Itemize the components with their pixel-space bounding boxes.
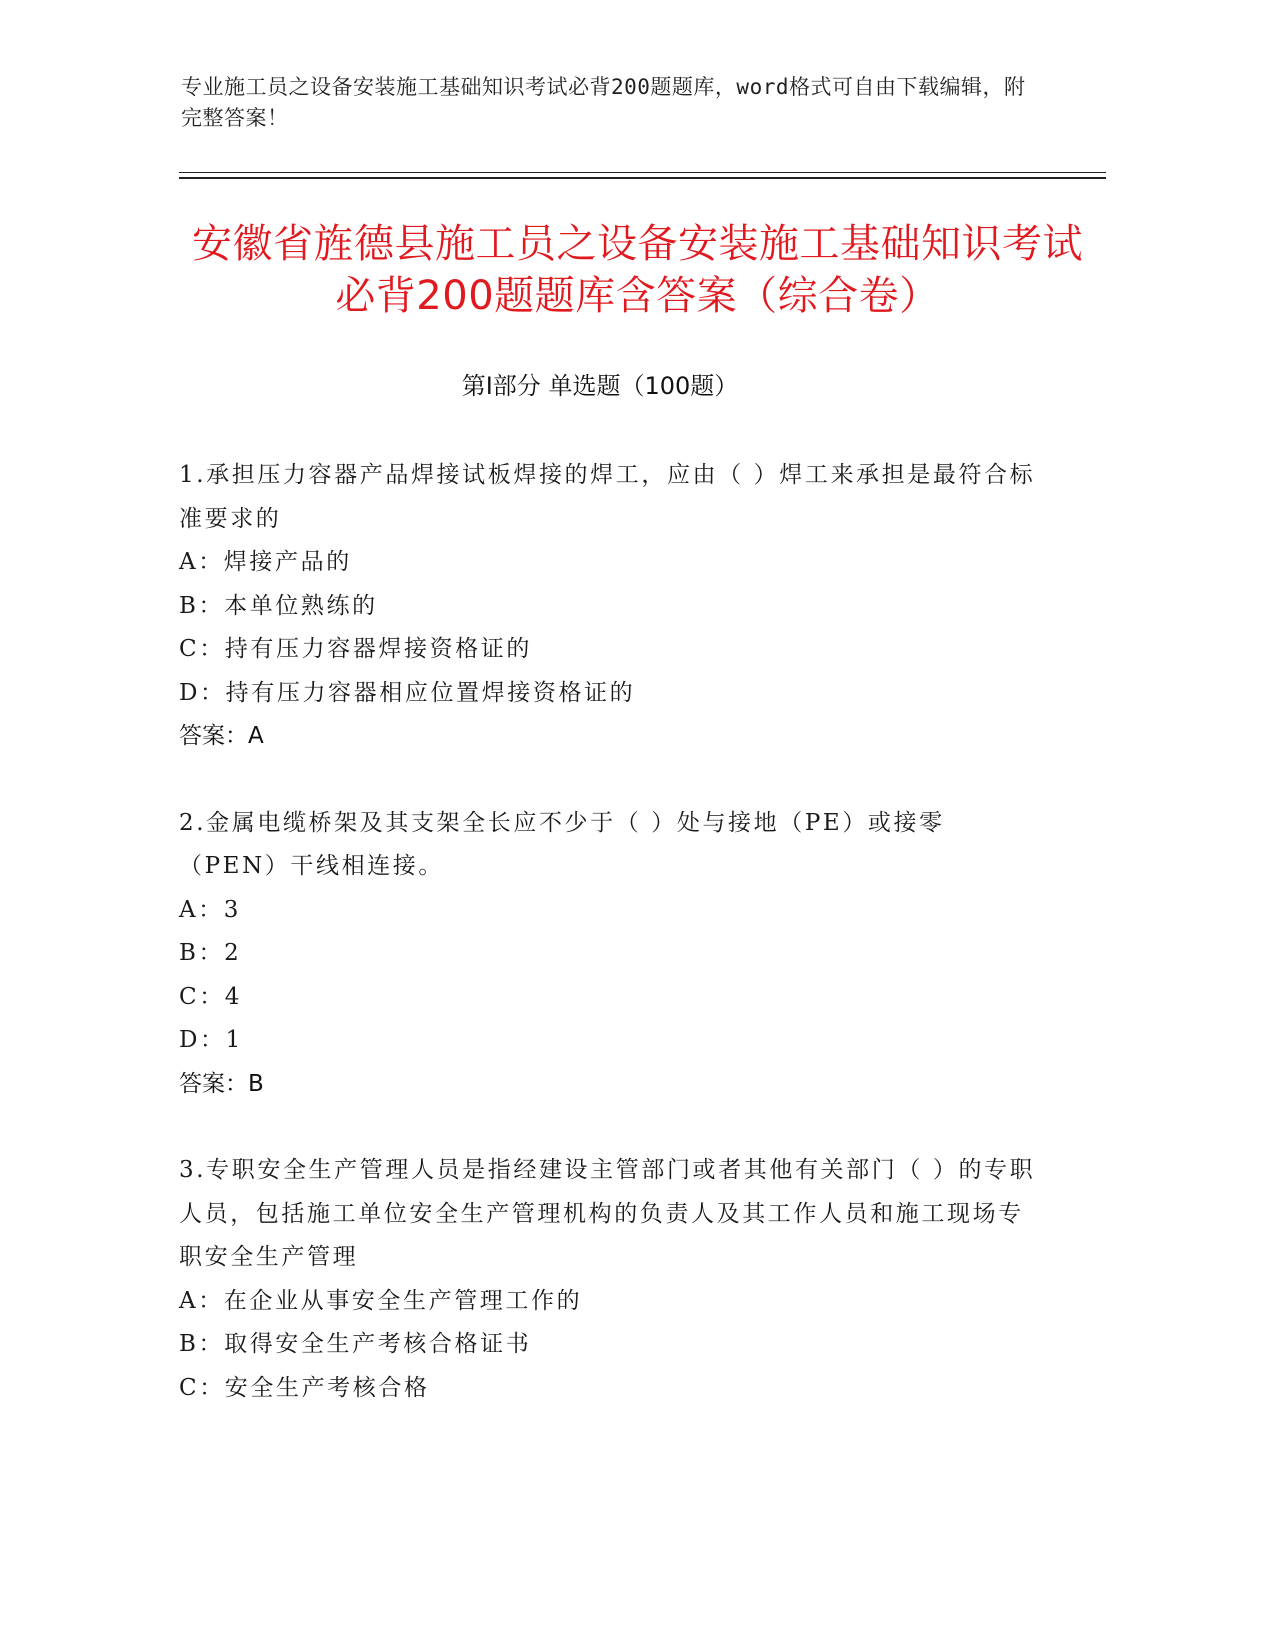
question-2 [179,802,1039,1107]
header-divider-thick [179,177,1106,179]
header-divider-thin [179,172,1106,173]
option-b: B：2 [179,940,242,966]
question-stem: 1.承担压力容器产品焊接试板焊接的焊工，应由（ ）焊工来承担是最符合标准要求的 [179,462,1036,532]
option-a: A：焊接产品的 [179,549,352,575]
question-3 [179,1149,1039,1410]
question-stem: 3.专职安全生产管理人员是指经建设主管部门或者其他有关部门（ ）的专职人员，包括施工单位安全生产管理机构的负责人及其工作人员和施工现场专职安全生产管理 [179,1157,1036,1270]
question-list [179,454,1039,1453]
option-c: C：安全生产考核合格 [179,1374,430,1401]
question-1 [179,454,1039,759]
option-a: A：在企业从事安全生产管理工作的 [179,1287,583,1314]
section-title: 第Ⅰ部分 单选题（100题） [461,372,739,400]
answer: 答案：A [179,723,264,749]
question-stem: 2.金属电缆桥架及其支架全长应不少于（ ）处与接地（PE）或接零（PEN）干线相连接。 [179,809,945,879]
option-a: A：3 [179,896,242,923]
option-b: B：本单位熟练的 [179,592,378,619]
option-d: D：1 [179,1027,243,1053]
answer: 答案：B [179,1070,264,1097]
option-c: C：4 [179,983,243,1010]
option-c: C：持有压力容器焊接资格证的 [179,636,532,662]
header-note: 专业施工员之设备安装施工基础知识考试必背200题题库，word格式可自由下载编辑，附完整答案！ [181,75,1026,130]
option-b: B：取得安全生产考核合格证书 [179,1331,532,1357]
document-title: 安徽省旌德县施工员之设备安装施工基础知识考试必背200题题库含答案（综合卷） [192,221,1083,319]
option-d: D：持有压力容器相应位置焊接资格证的 [179,679,636,706]
